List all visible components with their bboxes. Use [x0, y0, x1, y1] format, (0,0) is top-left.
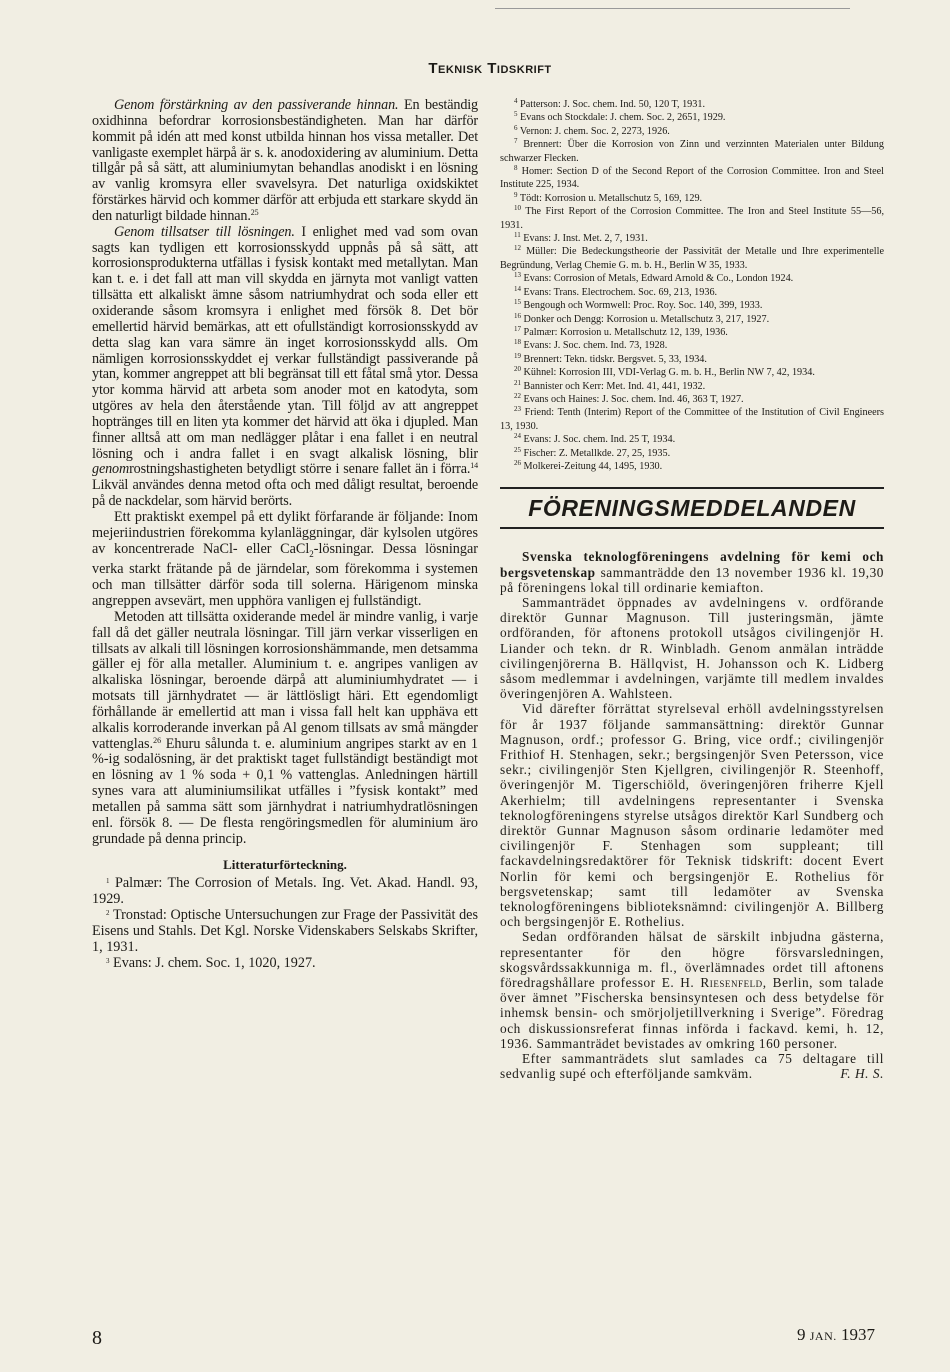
reference-item: $^{17}$ Palmær: Korrosion u. Metallschutz 12, 139, 1936.: [514, 324, 728, 338]
association-news-box: [500, 487, 884, 529]
reference-item: $^{19}$ Brennert: Tekn. tidskr. Bergsvet. 5, 33, 1934.: [514, 351, 707, 365]
reference-item: $^2$ Tronstad: Optische Untersuchungen zur Frage der Passivität des Eisens und Stahls. Det Kgl. Norske Videnskabers Selskabs Skrifter, 1, 1931.: [92, 907, 478, 955]
reference-item: $^{13}$ Evans: Corrosion of Metals, Edward Arnold & Co., London 1924.: [514, 271, 794, 285]
footnote-marker: 14: [470, 461, 478, 471]
left-column: [92, 98, 478, 972]
reference-item: $^9$ Tödt: Korrosion u. Metallschutz 5, 169, 129.: [514, 190, 703, 204]
section-rule-top: [500, 487, 884, 489]
reference-item: $^{16}$ Donker och Dengg: Korrosion u. Metallschutz 3, 217, 1927.: [514, 311, 770, 325]
reference-item: $^{10}$ The First Report of the Corrosion Committee. The Iron and Steel Institute 55—56, 1931.: [500, 204, 884, 231]
reference-list-right: [500, 98, 884, 473]
issue-date: 9 JAN. 1937: [797, 1325, 876, 1344]
subheading-additives: Genom tillsatser till lösningen.: [114, 223, 295, 240]
signature: F. H. S.: [840, 1066, 884, 1082]
paragraph-additives: Genom tillsatser till lösningen. I enlighet med vad som ovan sagts kan tydligen ett korrosionsskydd uppnås på så sätt, att korrosionsprodukterna utfällas i fysisk kontakt med metallytan. Man kan t. e. i det fall att man vill skydda en järnyta mot vanligt vatten tillsätta ett alkaliskt ämne såsom natriumhydrat och soda eller ett oxiderande såsom kromsyra i enlighet med försök 8. Det bör emellertid härvid bemärkas, att ett ofullständigt korrosionsskydd av detta slag kan vara sämre än inget korrosionsskydd alls. Om nämligen korrosionsskyddet ej verkar fullständigt passiverande på ytan, kommer angreppet att bli begränsat till ett fåtal små ytor. Dessa ytor komma härvid att arbeta som anoder mot en katodyta, som utgöres av hela den återstående ytan. Till följd av att angreppet hoptränges till en liten yta kommer det härvid att öka i djupled. Man finner alltså att om man nedlägger plåtar i ena fallet i en neutral lösning och i andra fallet i en svagt alkalisk lösning, blir genomrostningshastigheten betydligt större i senare fallet än i förra.$^{14}$ Likväl användes denna metod ofta och med dåligt resultat, beroende på de nackdelar, som härvid berörts.: [92, 223, 478, 510]
reference-item: $^4$ Patterson: J. Soc. chem. Ind. 50, 120 T, 1931.: [514, 97, 706, 110]
reference-item: $^{21}$ Bannister och Kerr: Met. Ind. 41, 441, 1932.: [514, 378, 706, 392]
reference-item: $^5$ Evans och Stockdale: J. chem. Soc. 2, 2651, 1929.: [514, 110, 726, 124]
paragraph-dairy-example: Ett praktiskt exempel på ett dylikt förfarande är följande: Inom mejeriindustrien förekomma kylanläggningar, där kylsolen utgöres av koncentrerade NaCl- eller CaCl$_2$-lösningar. Dessa lösningar verka starkt frätande på de järndelar, som förekomma i systemen och man tillsätter därför soda till solerna. Härigenom minska angreppen avsevärt, men upphöra vanligen ej fullständigt.: [92, 508, 478, 609]
reference-item: $^{24}$ Evans: J. Soc. chem. Ind. 25 T, 1934.: [514, 432, 676, 446]
reference-item: $^3$ Evans: J. chem. Soc. 1, 1020, 1927.: [106, 954, 316, 971]
page-number: 8: [92, 1327, 102, 1349]
reference-item: $^{23}$ Friend: Tenth (Interim) Report of the Committee of the Institution of Civil Engineers 13, 1930.: [500, 405, 885, 432]
references-heading: Litteraturförteckning.: [223, 857, 347, 873]
reference-item: $^{26}$ Molkerei-Zeitung 44, 1495, 1930.: [514, 458, 663, 472]
footnote-marker: 26: [153, 735, 162, 745]
paragraph-meeting-opening: Sammanträdet öppnades av avdelningens v. ordförande direktör Gunnar Magnuson. Till justeringsmän, jämte ordföranden, för aftonens protokoll utsågos civilingenjör H. Liander och tekn. dr R. Winbladh. Genom anmälan inträdde civilingenjörerna B. Hällqvist, H. Johansson och K. Lidberg såsom medlemmar i avdelningen, varjämte till medlem invaldes överingenjören A. Wahlsteen.: [500, 594, 884, 702]
reference-item: $^{14}$ Evans: Trans. Electrochem. Soc. 69, 213, 1936.: [514, 284, 718, 298]
reference-item: $^{20}$ Kühnel: Korrosion III, VDI-Verlag G. m. b. H., Berlin NW 7, 42, 1934.: [514, 365, 815, 379]
subheading-passivating-film: Genom förstärkning av den passiverande hinnan.: [114, 97, 399, 113]
right-column: [500, 98, 884, 1081]
section-title: FÖRENINGSMEDDELANDEN: [528, 495, 856, 522]
paragraph-meeting-intro: Svenska teknologföreningens avdelning för kemi och bergsvetenskap sammanträdde den 13 november 1936 kl. 19,30 på föreningens lokal till ordinarie kemiafton.: [500, 549, 884, 595]
reference-item: $^1$ Palmær: The Corrosion of Metals. Ing. Vet. Akad. Handl. 93, 1929.: [92, 875, 479, 908]
reference-item: $^8$ Homer: Section D of the Second Report of the Corrosion Committee. Iron and Steel Institute 225, 1934.: [500, 164, 884, 191]
association-name: Svenska teknologföreningens avdelning för kemi och bergsvetenskap: [500, 549, 884, 580]
reference-item: $^{11}$ Evans: J. Inst. Met. 2, 7, 1931.: [514, 231, 648, 245]
association-news-text: [500, 549, 884, 1081]
header-rule: [495, 8, 850, 9]
paragraph-board-election: Vid därefter förrättat styrelseval erhöll avdelningsstyrelsen för år 1937 följande sammansättning: direktör Gunnar Magnuson, ordf.; professor G. Bring, vice ordf.; civilingenjör Frithiof H. Stenhagen, sekr.; bergsingenjör Sven Petersson, vice sekr.; civilingenjör Sten Kjellgren, civilingenjör R. Steenhoff, överingenjör M. Tigerschiöld, överingenjören friherre Kjell Akerhielm; till avdelningens representanter i Svenska teknologföreningens styrelse utsågos direktör Karl Sundberg och direktör Gunnar Magnuson såsom ordinarie ledamöter med civilingenjör F. Stenhagen som suppleant; till fackavdelningsredaktörer för Teknisk tidskrift: docent Evert Norlin för kemi och bergsingenjör E. Rothelius för bergsvetenskap; samt till ledamöter av Svenska teknologföreningens biblioteksnämnd: civilingenjör A. Billberg och bergsingenjör E. Rothelius.: [500, 701, 884, 930]
paragraph-lecture: Sedan ordföranden hälsat de särskilt inbjudna gästerna, representanter för den högre försvarsledningen, skogsvårdssakkunniga m. fl., överlämnades ordet till aftonens föredragshållare professor E. H. Riesenfeld, Berlin, som talade över ämnet ”Fischerska bensinsyntesen och dess betydelse för inhemsk bensin- och smörjoljetillverkning i Sverige”. Föredrag och diskussionsreferat finnas införda i fackavd. kemi, h. 12, 1936. Sammanträdet bevistades av omkring 160 personer.: [500, 929, 885, 1051]
paragraph-passivating-film: Genom förstärkning av den passiverande hinnan. En beständig oxidhinna befordrar korrosionsbeständigheten. Man har därför kommit på idén att med konst utbilda hinnan hos vissa metaller. Det vanligaste exemplet härpå är s. k. anodoxidering av aluminium. Detta tillgår på så sätt, att aluminiumytan behandlas anodiskt i en lösning av vanlig kromsyra eller svavelsyra. Det naturliga oxidskiktet förstärkes härvid och kommer därför att erbjuda ett starkare skydd än den naturligt bildade hinnan.$^{25}$: [92, 97, 478, 224]
section-rule-bottom: [500, 527, 884, 529]
paragraph-dinner: Efter sammanträdets slut samlades ca 75 deltagare till sedvanlig supé och efterföljande samkväm. F. H. S.: [500, 1051, 884, 1082]
reference-item: $^{18}$ Evans: J. Soc. chem. Ind. 73, 1928.: [514, 338, 668, 352]
reference-item: $^{25}$ Fischer: Z. Metallkde. 27, 25, 1935.: [514, 445, 671, 459]
reference-item: $^{12}$ Müller: Die Bedeckungstheorie der Passivität der Metalle und Ihre experimentelle Begründung, Verlag Chemie G. m. b. H., Berlin W 35, 1933.: [500, 244, 884, 271]
journal-title: Teknisk Tidskrift: [428, 60, 552, 77]
reference-item: $^6$ Vernon: J. chem. Soc. 2, 2273, 1926.: [514, 123, 670, 137]
footnote-marker: 25: [250, 207, 259, 217]
speaker-name: Riesenfeld: [700, 975, 763, 991]
reference-item: $^7$ Brennert: Über die Korrosion von Zinn und verzinnten Materialen unter Bildung schwarzer Flecken.: [500, 137, 884, 164]
reference-item: $^{22}$ Evans och Haines: J. Soc. chem. Ind. 46, 363 T, 1927.: [514, 391, 744, 405]
reference-item: $^{15}$ Bengough och Wormwell: Proc. Roy. Soc. 140, 399, 1933.: [514, 298, 763, 312]
reference-list-left: [92, 876, 478, 971]
paragraph-oxidizing-agents: Metoden att tillsätta oxiderande medel är mindre vanlig, i varje fall då det gäller neutrala lösningar. Till järn verkar visserligen en tillsats av alkali till lösningen korrosionshämmande, men detsamma gäller ej för alla metaller. Aluminium t. e. angripes vanligen av alkaliska lösningar, beroende därpå att aluminiumhydratet — i motsats till järnhydratet — är lättlösligt häri. Ett egendomligt förhållande är emellertid att man i vissa fall helt kan upphäva ett alkalis korroderande inverkan på Al genom tillsats av små mängder vattenglas.$^{26}$ Ehuru sålunda t. e. aluminium angripes starkt av en 1 %-ig sodalösning, är det praktiskt taget fullständigt beständigt mot en lösning av 1 % soda + 0,1 % vattenglas. Anledningen härtill synes vara att aluminiumsilikat utfälles i ”fysisk kontakt” med metallen på samma sätt som järnhydrat i natriumhydratlösningen enl. försök 8. — De flesta rengöringsmedlen för aluminium äro grundade på denna princip.: [92, 608, 478, 847]
